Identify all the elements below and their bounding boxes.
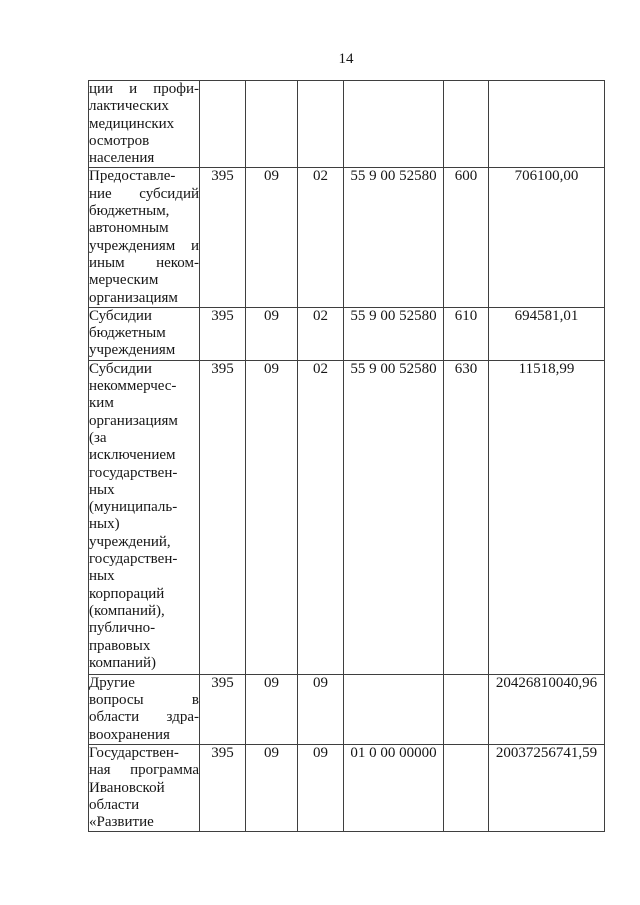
- table-row: [89, 307, 605, 360]
- cell-amount: 20037256741,59: [489, 744, 605, 831]
- cell-grbs-code: [200, 81, 246, 168]
- cell-subsection-code: 02: [298, 307, 344, 360]
- cell-section-code: 09: [246, 307, 298, 360]
- table-row: [89, 360, 605, 674]
- cell-expense-type-code: [444, 81, 489, 168]
- cell-target-article-code: [344, 674, 444, 744]
- cell-amount: [489, 81, 605, 168]
- cell-grbs-code: 395: [200, 307, 246, 360]
- cell-section-code: 09: [246, 360, 298, 674]
- cell-target-article-code: 01 0 00 00000: [344, 744, 444, 831]
- cell-expense-type-code: 600: [444, 168, 489, 307]
- cell-target-article-code: 55 9 00 52580: [344, 360, 444, 674]
- table-row: [89, 674, 605, 744]
- cell-section-code: 09: [246, 744, 298, 831]
- cell-section-code: [246, 81, 298, 168]
- cell-expense-type-code: 630: [444, 360, 489, 674]
- table-row: [89, 168, 605, 307]
- cell-grbs-code: 395: [200, 168, 246, 307]
- cell-name: ции и профи- лактических медицинских осмотров населения: [89, 81, 199, 167]
- page-number: 14: [338, 51, 354, 67]
- cell-target-article-code: [344, 81, 444, 168]
- budget-expenditure-table: [88, 80, 605, 832]
- cell-amount: 694581,01: [489, 307, 605, 360]
- cell-name: Государствен- ная программа Ивановской области «Развитие: [89, 744, 199, 831]
- cell-name: Субсидии бюджетным учреждениям: [89, 307, 200, 360]
- cell-subsection-code: [298, 81, 344, 168]
- cell-name: Предоставле- ние субсидий бюджетным, автономным учреждениям и иным неком- мерческим организациям: [89, 168, 199, 306]
- cell-amount: 20426810040,96: [489, 674, 605, 744]
- cell-expense-type-code: [444, 674, 489, 744]
- table-row: [89, 81, 605, 168]
- cell-grbs-code: 395: [200, 360, 246, 674]
- cell-subsection-code: 09: [298, 744, 344, 831]
- cell-amount: 11518,99: [489, 360, 605, 674]
- cell-name: Другие вопросы в области здра- воохранения: [89, 674, 199, 743]
- cell-expense-type-code: [444, 744, 489, 831]
- table-row: [89, 744, 605, 831]
- cell-subsection-code: 02: [298, 360, 344, 674]
- cell-target-article-code: 55 9 00 52580: [344, 168, 444, 307]
- cell-target-article-code: 55 9 00 52580: [344, 307, 444, 360]
- cell-amount: 706100,00: [489, 168, 605, 307]
- cell-section-code: 09: [246, 168, 298, 307]
- cell-expense-type-code: 610: [444, 307, 489, 360]
- cell-subsection-code: 09: [298, 674, 344, 744]
- cell-section-code: 09: [246, 674, 298, 744]
- cell-subsection-code: 02: [298, 168, 344, 307]
- cell-grbs-code: 395: [200, 744, 246, 831]
- cell-grbs-code: 395: [200, 674, 246, 744]
- cell-name: Субсидии некоммерчес- ким организациям (за исключением государствен- ных (муниципаль- ных) учреждений, государствен- ных корпораций (компаний), публично- правовых компаний): [89, 360, 200, 674]
